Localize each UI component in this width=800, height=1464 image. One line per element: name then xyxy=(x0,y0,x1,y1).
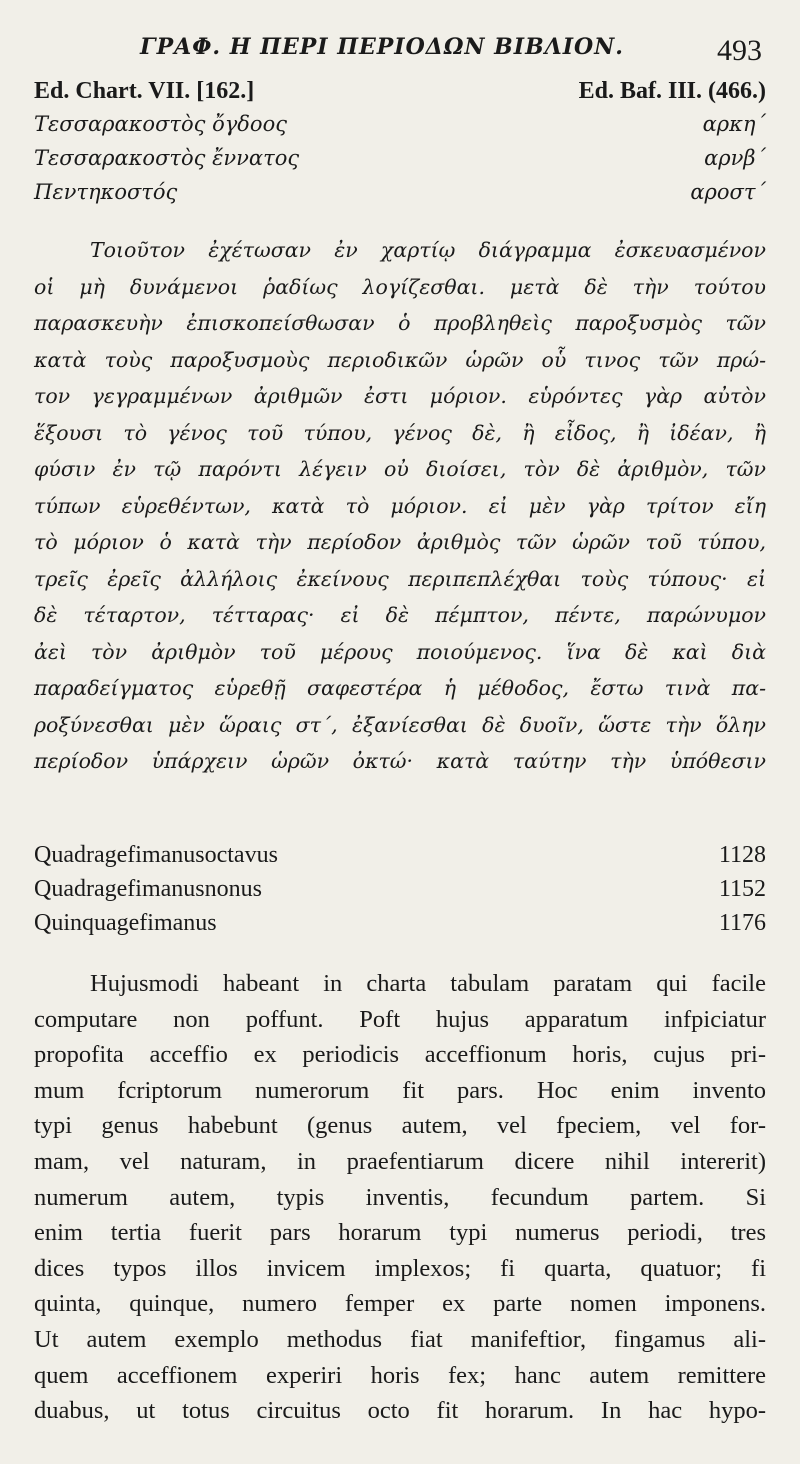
greek-text-line: ἀεὶ τὸν ἀριθμὸν τοῦ μέρους ποιούμενος. ἵνα δὲ καὶ διὰ xyxy=(34,639,766,664)
greek-text-line: παραδείγματος εὑρεθῇ σαφεστέρα ἡ μέθοδος, ἔστω τινὰ πα- xyxy=(34,676,766,700)
latin-text-line: mum fcriptorum numerorum fit pars. Hoc enim invento xyxy=(34,1076,766,1104)
greek-text-line: τύπων εὑρεθέντων, κατὰ τὸ μόριον. εἰ μὲν γὰρ τρίτον εἴη xyxy=(34,493,766,518)
latin-text-line: computare non poffunt. Poft hujus apparatum infpiciatur xyxy=(34,1005,766,1033)
edition-chartier: Ed. Chart. VII. [162.] xyxy=(34,78,255,104)
latin-text-line: numerum autem, typis inventis, fecundum partem. Si xyxy=(34,1183,766,1211)
greek-text-line: ἕξουσι τὸ γένος τοῦ τύπου, γένος δὲ, ἢ εἶδος, ἢ ἰδέαν, ἢ xyxy=(34,420,766,445)
latin-table-row xyxy=(34,876,766,910)
greek-text-line: δὲ τέταρτον, τέτταρας· εἰ δὲ πέμπτον, πέντε, παρώνυμον xyxy=(34,603,766,627)
latin-table-number: 1128 xyxy=(718,842,766,868)
greek-text-line: τον γεγραμμένων ἀριθμῶν ἐστι μόριον. εὑρόντες γὰρ αὐτὸν xyxy=(34,384,766,408)
page-number: 493 xyxy=(717,34,762,67)
latin-paragraph xyxy=(34,966,766,1429)
latin-text-line: Hujusmodi habeant in charta tabulam paratam qui facile xyxy=(90,970,766,997)
latin-text-line: propofita acceffio ex periodicis acceffionum horis, cujus pri- xyxy=(34,1041,766,1069)
greek-table-label: Πεντηκοστός xyxy=(34,180,178,204)
greek-text-line: φύσιν ἐν τῷ παρόντι λέγειν οὐ διοίσει, τὸν δὲ ἀριθμὸν, τῶν xyxy=(34,457,766,481)
greek-table-number: αρκη΄ xyxy=(702,112,766,136)
greek-table-row xyxy=(34,180,766,214)
latin-table-row xyxy=(34,842,766,876)
latin-text-line: Ut autem exemplo methodus fiat manifeftior, fingamus ali- xyxy=(34,1325,766,1353)
running-title: ΓΡΑΦ. Η ΠΕΡΙ ΠΕΡΙΟΔΩΝ ΒΙΒΛΙΟΝ. xyxy=(140,34,624,60)
greek-text-line: οἱ μὴ δυνάμενοι ῥαδίως λογίζεσθαι. μετὰ δὲ τὴν τούτου xyxy=(34,274,766,299)
greek-text-line: τρεῖς ἐρεῖς ἀλλήλοις ἐκείνους περιπεπλέχθαι τοὺς τύπους· εἰ xyxy=(34,566,766,591)
latin-table-label: Quinquagefimanus xyxy=(34,910,217,936)
latin-table-number: 1152 xyxy=(718,876,766,902)
greek-table-label: Τεσσαρακοστὸς ὄγδοος xyxy=(34,112,287,136)
greek-text-line: τὸ μόριον ὁ κατὰ τὴν περίοδον ἀριθμὸς τῶν ὡρῶν τοῦ τύπου, xyxy=(34,530,766,554)
latin-text-line: enim tertia fuerit pars horarum typi numerus periodi, tres xyxy=(34,1219,766,1247)
edition-references xyxy=(34,78,766,110)
running-head xyxy=(0,34,800,74)
latin-table-number: 1176 xyxy=(718,910,766,936)
greek-table-number: αροστ΄ xyxy=(690,180,766,204)
greek-table-row xyxy=(34,146,766,180)
greek-table-row xyxy=(34,112,766,146)
latin-text-line: typi genus habebunt (genus autem, vel fpeciem, vel for- xyxy=(34,1112,766,1140)
greek-text-line: παρασκευὴν ἐπισκοπείσθωσαν ὁ προβληθεὶς παροξυσμὸς τῶν xyxy=(34,311,766,335)
latin-table-label: Quadragefimanusnonus xyxy=(34,876,262,902)
latin-text-line: dices typos illos invicem implexos; fi quarta, quatuor; fi xyxy=(34,1254,766,1282)
latin-text-line: duabus, ut totus circuitus octo fit horarum. In hac hypo- xyxy=(34,1397,766,1425)
greek-table xyxy=(34,112,766,214)
greek-text-line: ροξύνεσθαι μὲν ὥραις στ΄, ἐξανίεσθαι δὲ δυοῖν, ὥστε τὴν ὅλην xyxy=(34,712,766,737)
greek-text-line: κατὰ τοὺς παροξυσμοὺς περιοδικῶν ὡρῶν οὗ τινος τῶν πρώ- xyxy=(34,347,766,372)
latin-table-label: Quadragefimanusoctavus xyxy=(34,842,278,868)
greek-table-label: Τεσσαρακοστὸς ἔννατος xyxy=(34,146,300,170)
latin-table-row xyxy=(34,910,766,944)
latin-text-line: quinta, quinque, numero femper ex parte nomen imponens. xyxy=(34,1290,766,1318)
latin-table xyxy=(34,842,766,944)
latin-text-line: mam, vel naturam, in praefentiarum dicere nihil intererit) xyxy=(34,1147,766,1175)
latin-text-line: quem acceffionem experiri horis fex; hanc autem remittere xyxy=(34,1361,766,1389)
greek-paragraph xyxy=(34,232,766,780)
greek-table-number: αρνβ΄ xyxy=(704,146,766,170)
edition-basel: Ed. Baf. III. (466.) xyxy=(578,78,766,104)
greek-text-line: περίοδον ὑπάρχειν ὡρῶν ὀκτώ· κατὰ ταύτην τὴν ὑπόθεσιν xyxy=(34,749,766,773)
greek-text-line: Τοιοῦτον ἐχέτωσαν ἐν χαρτίῳ διάγραμμα ἐσκευασμένον xyxy=(90,238,766,262)
